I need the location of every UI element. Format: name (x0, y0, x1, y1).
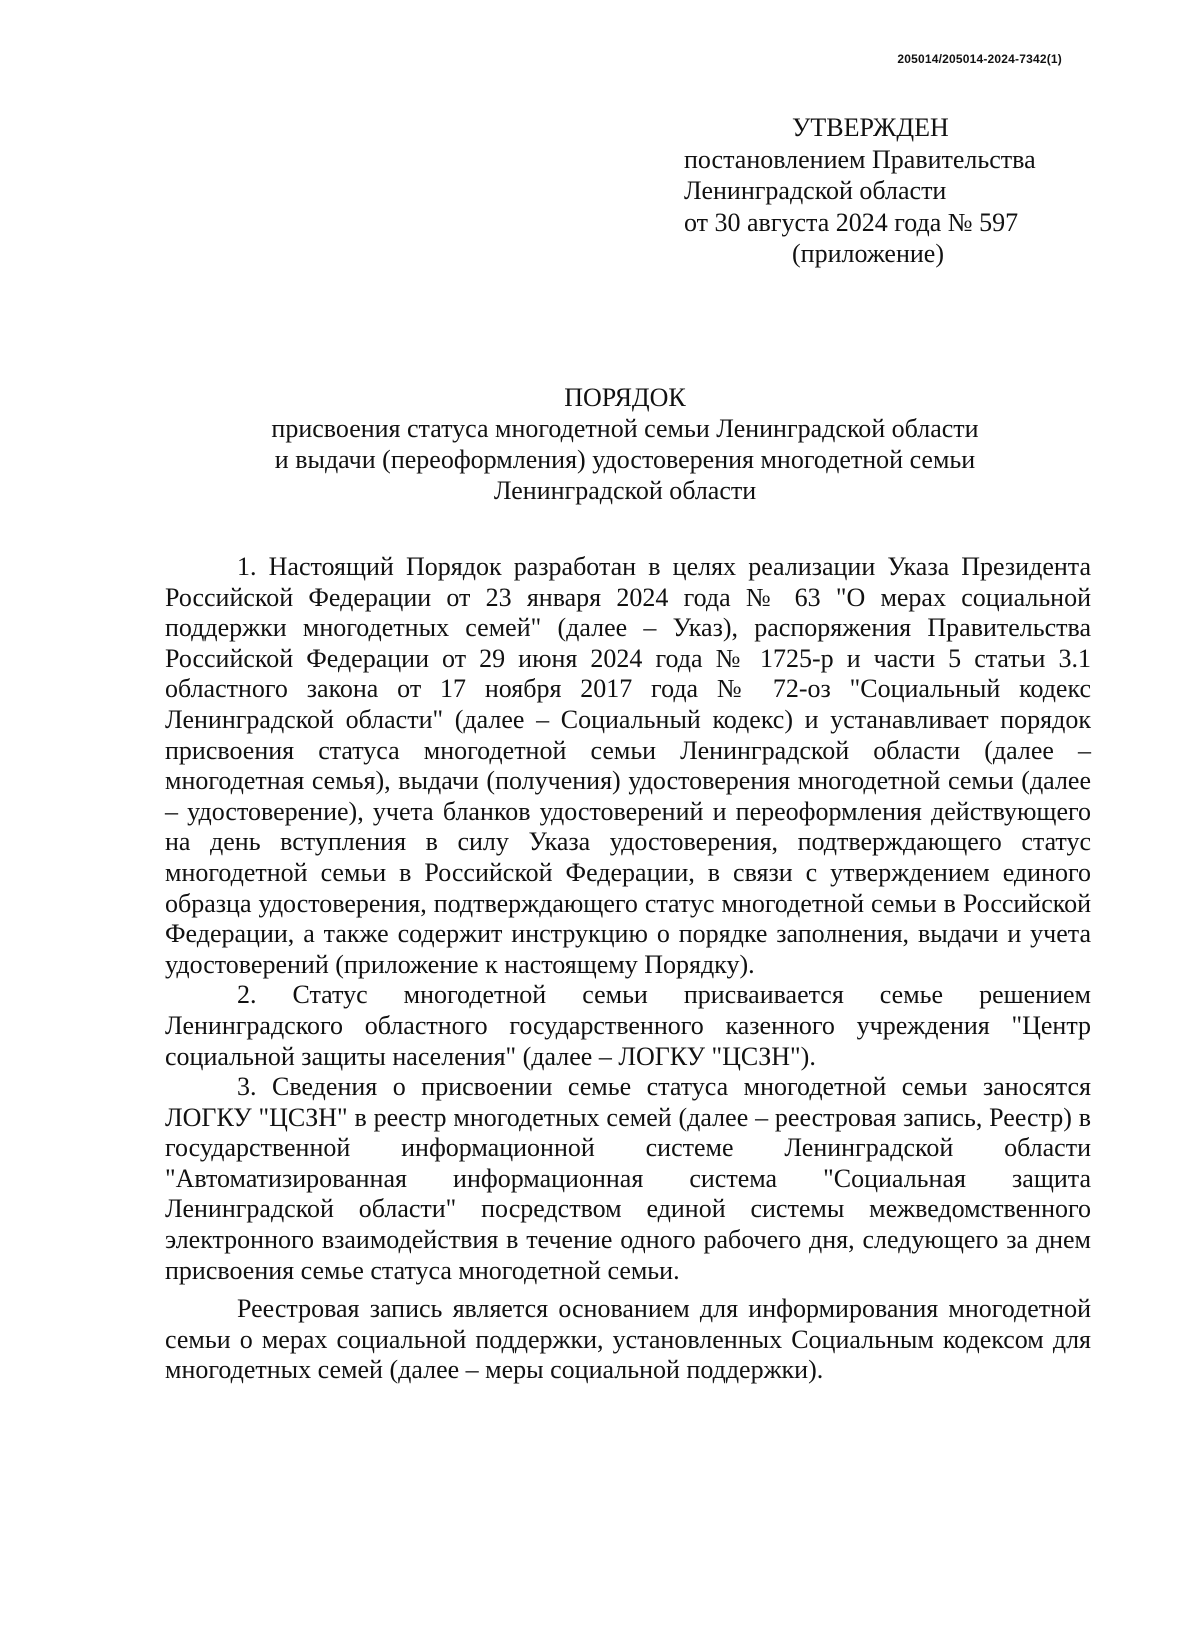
approval-line-date-number: от 30 августа 2024 года № 597 (684, 207, 1019, 237)
approval-stamp-block (684, 112, 1104, 270)
approved-heading: УТВЕРЖДЕН (792, 113, 949, 142)
paragraph-2: 2. Статус многодетной семьи присваивается семье решением Ленинградского областного государственного казенного учреждения "Центр социальной защиты населения" (далее – ЛОГКУ "ЦСЗН"). (165, 980, 1091, 1071)
document-title-block (150, 382, 1100, 506)
approval-line-decree: постановлением Правительства (684, 144, 1036, 174)
document-subtitle-line-3: Ленинградской области (493, 476, 757, 505)
document-title: ПОРЯДОК (564, 383, 686, 412)
paragraph-1: 1. Настоящий Порядок разработан в целях реализации Указа Президента Российской Федерации от 23 января 2024 года № 63 "О мерах социальной поддержки многодетных семей" (далее – Указ), распоряжения Правительства Российской Федерации от 29 июня 2024 года № 1725-р и части 5 статьи 3.1 областного закона от 17 ноября 2017 года № 72-оз "Социальный кодекс Ленинградской области" (далее – Социальный кодекс) и устанавливает порядок присвоения статуса многодетной семьи Ленинградской области (далее – многодетная семья), выдачи (получения) удостоверения многодетной семьи (далее – удостоверение), учета бланков удостоверений и переоформления действующего на день вступления в силу Указа удостоверения, подтверждающего статус многодетной семьи в Российской Федерации, в связи с утверждением единого образца удостоверения, подтверждающего статус многодетной семьи в Российской Федерации, а также содержит инструкцию о порядке заполнения, выдачи и учета удостоверений (приложение к настоящему Порядку). (165, 552, 1091, 979)
paragraph-registry-note: Реестровая запись является основанием для информирования многодетной семьи о мерах социальной поддержки, установленных Социальным кодексом для многодетных семей (далее – меры социальной поддержки). (165, 1294, 1091, 1385)
document-subtitle-line-1: присвоения статуса многодетной семьи Ленинградской области (271, 414, 979, 443)
approval-line-region: Ленинградской области (684, 176, 947, 205)
document-id: 205014/205014-2024-7342(1) (897, 52, 1062, 66)
paragraph-3: 3. Сведения о присвоении семье статуса многодетной семьи заносятся ЛОГКУ "ЦСЗН" в реестр многодетных семей (далее – реестровая запись, Реестр) в государственной информационной системе Ленинградской области "Автоматизированная информационная система "Социальная защита Ленинградской области" посредством единой системы межведомственного электронного взаимодействия в течение одного рабочего дня, следующего за днем присвоения семье статуса многодетной семьи. (165, 1072, 1091, 1285)
document-body (165, 552, 1091, 1386)
document-subtitle-line-2: и выдачи (переоформления) удостоверения многодетной семьи (274, 445, 976, 474)
approval-annex-label: (приложение) (792, 239, 945, 268)
